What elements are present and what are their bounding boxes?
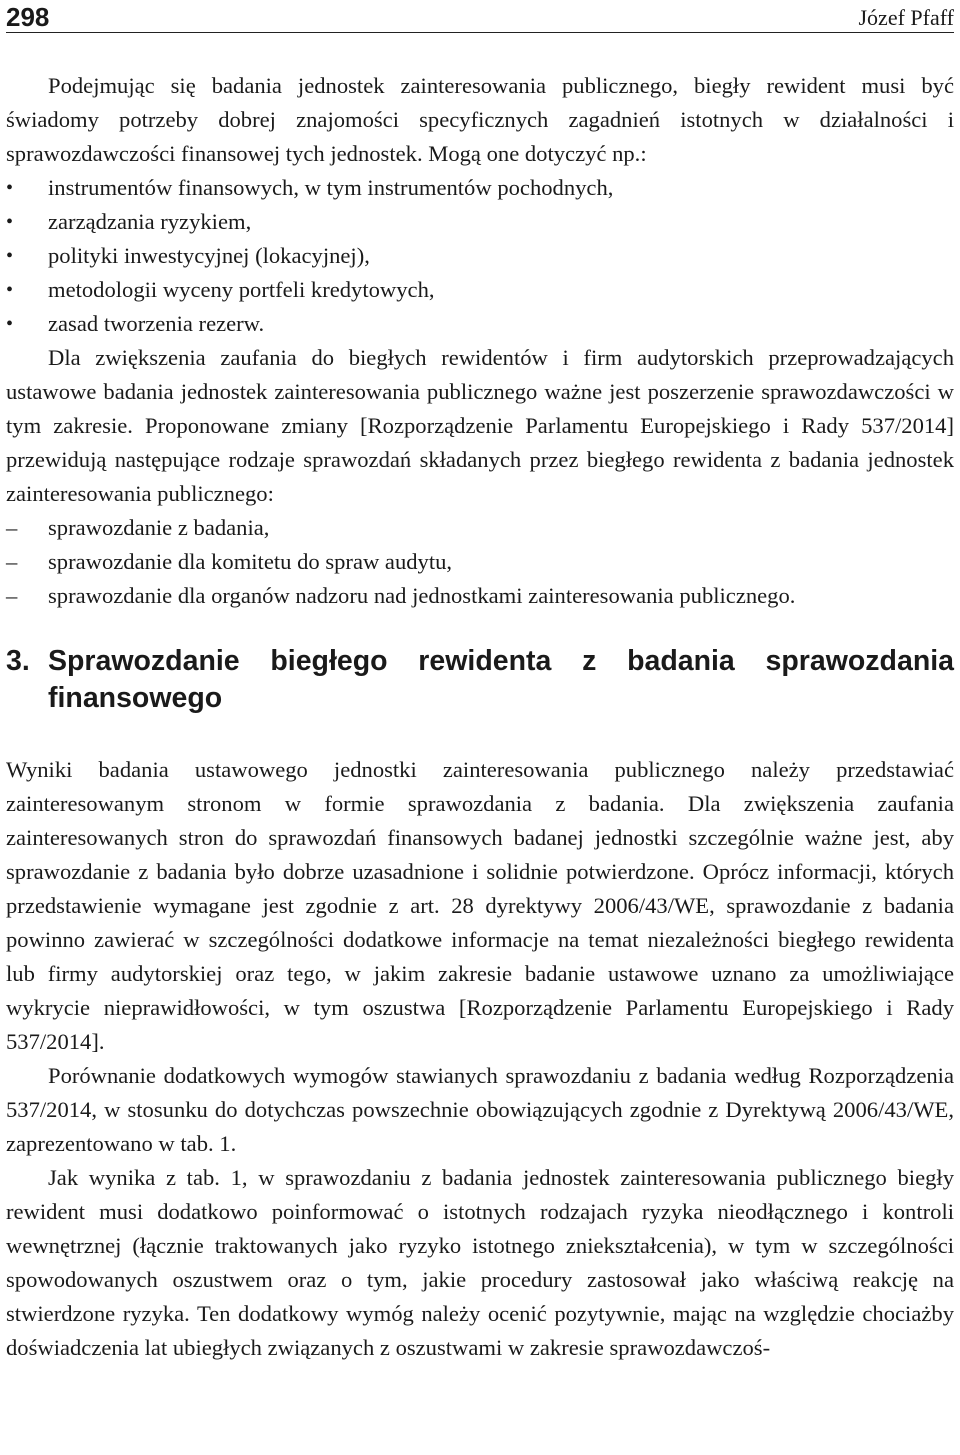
page-header xyxy=(6,0,954,33)
list-item-text: metodologii wyceny portfeli kredytowych, xyxy=(48,277,435,302)
body-text xyxy=(6,69,954,1365)
list-item xyxy=(6,579,954,613)
list-item-text: instrumentów finansowych, w tym instrumentów pochodnych, xyxy=(48,175,614,200)
section-number: 3. xyxy=(6,645,30,677)
list-item-text: sprawozdanie z badania, xyxy=(48,515,270,540)
bullet-icon: • xyxy=(6,245,14,267)
dash-list xyxy=(6,511,954,613)
section-heading xyxy=(6,643,954,717)
trust-paragraph: Dla zwiększenia zaufania do biegłych rewidentów i firm audytorskich przeprowadzających ustawowe badania jednostek zainteresowania publicznego ważne jest poszerzenie sprawozdawczości w tym zakresie. Proponowane zmiany [Rozporządzenie Parlamentu Europejskiego i Rady 537/2014] przewidują następujące rodzaje sprawozdań składanych przez biegłego rewidenta z badania jednostek zainteresowania publicznego: xyxy=(6,345,954,506)
list-item-text: zasad tworzenia rezerw. xyxy=(48,311,265,336)
list-item xyxy=(6,171,954,205)
list-item-text: zarządzania ryzykiem, xyxy=(48,209,252,234)
bullet-list xyxy=(6,171,954,341)
list-item-text: sprawozdanie dla komitetu do spraw audytu, xyxy=(48,549,453,574)
bullet-icon: • xyxy=(6,313,14,335)
intro-paragraph: Podejmując się badania jednostek zainteresowania publicznego, biegły rewident musi być świadomy potrzeby dobrej znajomości specyficznych zagadnień istotnych w działalności i sprawozdawczości finansowej tych jednostek. Mogą one dotyczyć np.: xyxy=(6,73,954,166)
list-item xyxy=(6,307,954,341)
bullet-icon: • xyxy=(6,177,14,199)
dash-icon: – xyxy=(6,583,18,608)
section-paragraph: Jak wynika z tab. 1, w sprawozdaniu z badania jednostek zainteresowania publicznego biegły rewident musi dodatkowo poinformować o istotnych rodzajach ryzyka nieodłącznego i kontroli wewnętrznej (łącznie traktowanych jako ryzyko istotnego zniekształcenia), w tym w szczególności spowodowanych oszustwem oraz o tym, jakie procedury zastosował jako właściwą reakcję na stwierdzone ryzyka. Ten dodatkowy wymóg należy ocenić pozytywnie, mając na względzie chociażby doświadczenia lat ubiegłych związanych z oszustwami w zakresie sprawozdawczoś- xyxy=(6,1165,954,1360)
list-item xyxy=(6,511,954,545)
bullet-icon: • xyxy=(6,211,14,233)
list-item-text: polityki inwestycyjnej (lokacyjnej), xyxy=(48,243,370,268)
bullet-icon: • xyxy=(6,279,14,301)
list-item xyxy=(6,545,954,579)
list-item xyxy=(6,239,954,273)
section-paragraph: Porównanie dodatkowych wymogów stawianych sprawozdaniu z badania według Rozporządzenia 537/2014, w stosunku do dotychczas powszechnie obowiązujących zgodnie z Dyrektywą 2006/43/WE, zaprezentowano w tab. 1. xyxy=(6,1063,954,1156)
dash-icon: – xyxy=(6,515,18,540)
list-item-text: sprawozdanie dla organów nadzoru nad jednostkami zainteresowania publicznego. xyxy=(48,583,796,608)
page-number: 298 xyxy=(6,2,50,32)
list-item xyxy=(6,273,954,307)
dash-icon: – xyxy=(6,549,18,574)
section-title: Sprawozdanie biegłego rewidenta z badania sprawozdania finansowego xyxy=(48,645,954,714)
running-head-author: Józef Pfaff xyxy=(858,5,954,30)
list-item xyxy=(6,205,954,239)
section-paragraph: Wyniki badania ustawowego jednostki zainteresowania publicznego należy przedstawiać zainteresowanym stronom w formie sprawozdania z badania. Dla zwiększenia zaufania zainteresowanych stron do sprawozdań finansowych badanej jednostki szczególnie ważne jest, aby sprawozdanie z badania było dobrze uzasadnione i solidnie potwierdzone. Oprócz informacji, których przedstawienie wymagane jest zgodnie z art. 28 dyrektywy 2006/43/WE, sprawozdanie z badania powinno zawierać w szczególności dodatkowe informacje na temat niezależności biegłego rewidenta lub firmy audytorskiej oraz tego, w jakim zakresie badanie ustawowe uznano za umożliwiające wykrycie nieprawidłowości, w tym oszustwa [Rozporządzenie Parlamentu Europejskiego i Rady 537/2014]. xyxy=(6,757,954,1054)
